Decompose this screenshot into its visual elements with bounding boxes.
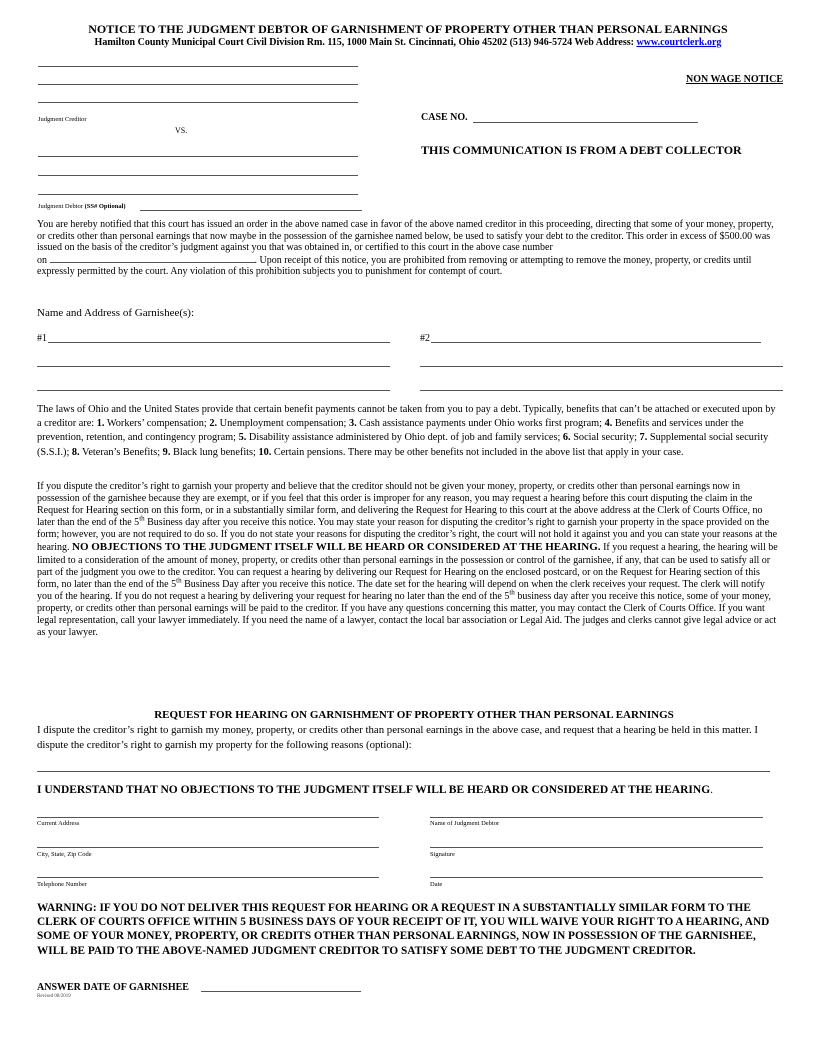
case-number-field[interactable]: [473, 122, 698, 123]
court-address-text: Hamilton County Municipal Court Civil Division Rm. 115, 1000 Main St. Cincinnati, Ohio 45202 (513) 946-5724 Web Address:: [94, 37, 634, 48]
page-title: NOTICE TO THE JUDGMENT DEBTOR OF GARNISHMENT OF PROPERTY OTHER THAN PERSONAL EARNINGS: [88, 22, 728, 36]
garnishee-label: Name and Address of Garnishee(s):: [37, 307, 195, 319]
dispute-text-b: Business day after you receive this notice. You may state your reason for disputing the creditor’s right to garnish your property in the space provided on the form; however, you are not required to do so. If you do not state your reasons for disputing the creditor’s right, the court will not hold it against you and you can state your reasons at the hearing.: [37, 517, 778, 554]
creditor-line-3[interactable]: [38, 102, 358, 103]
judgment-debtor-label: [38, 203, 126, 210]
web-address-link[interactable]: www.courtclerk.org: [636, 37, 722, 48]
answer-date-label: ANSWER DATE OF GARNISHEE: [37, 982, 189, 993]
dispute-text-e: business day after you receive this notice, some of your money, property, or credits other than personal earnings will be paid to the creditor. If you have any questions concerning this matter, you may contact the Clerk of Courts Office. If you want legal representation, call your lawyer immediately. If you need the name of a lawyer, contact the local bar association or Legal Aid. The judges and clerks cannot give legal advice or act as your lawyer.: [37, 590, 777, 639]
dispute-text-a: If you dispute the creditor’s right to garnish your property and believe that the creditor should not be given your money, property, or credits other than personal earnings now in possession of the garnishee because they are exempt, or if you feel that this order is improper for any reason, you may request a hearing before this court disputing the claim in the Request for Hearing section on this form, or in a substantially similar form, and delivering the Request for Hearing to this court at the above address at the Clerk of Courts Office, no later than the end of the 5: [37, 481, 763, 529]
benefit-number-2: 2.: [209, 418, 218, 430]
notice-text-b: . Upon receipt of this notice, you are prohibited from removing or attempting to remove the money, property, or credits until expressly permitted by the court. Any violation of this prohibition subjects you to punishment for contempt of court.: [37, 254, 752, 278]
benefits-intro: The laws of Ohio and the United States provide that certain benefit payments cannot be taken from you to pay a debt. Typically, benefits that can’t be attached or executed upon by a creditor are:: [37, 404, 776, 430]
signature-label: Signature: [430, 851, 455, 858]
case-number-label: CASE NO.: [421, 112, 468, 123]
benefit-1: Workers’ compensation;: [104, 418, 210, 430]
ordinal-th-1: th: [139, 514, 145, 523]
notice-paragraph: [37, 219, 782, 278]
garnishee-2-address-line-1[interactable]: [420, 366, 783, 367]
benefit-9: Black lung benefits;: [170, 446, 259, 458]
city-state-zip-label: City, State, Zip Code: [37, 851, 92, 858]
dispute-text-c: If you request a hearing, the hearing will be limited to a consideration of the amount of money, property, or credits other than personal earnings in the possession or control of the garnishee, if any, that can be used to satisfy all or part of the judgment you owe to the creditor. You can request a hearing by delivering our Request for Hearing on the enclosed postcard, or on the Request for Hearing section of this form, no later than the end of the 5: [37, 542, 778, 590]
benefit-10: Certain pensions. There may be other benefits not included in the above list that apply in your case.: [271, 446, 684, 458]
judgment-creditor-label: Judgment Creditor: [38, 116, 87, 123]
debtor-name-label: Name of Judgment Debtor: [430, 820, 500, 827]
debtor-name-field[interactable]: [430, 817, 763, 818]
non-wage-notice: NON WAGE NOTICE: [686, 74, 784, 85]
notice-on-label: on: [37, 254, 47, 266]
ordinal-th-3: th: [509, 588, 515, 597]
benefit-number-7: 7.: [639, 432, 648, 444]
current-address-label: Current Address: [37, 820, 80, 827]
benefit-7: Supplemental social security (S.S.I.);: [37, 432, 769, 458]
ordinal-th-2: th: [176, 576, 182, 585]
city-state-zip-field[interactable]: [37, 847, 379, 848]
date-label: Date: [430, 881, 443, 888]
request-title: REQUEST FOR HEARING ON GARNISHMENT OF PROPERTY OTHER THAN PERSONAL EARNINGS: [154, 709, 674, 721]
dispute-no-objections: NO OBJECTIONS TO THE JUDGMENT ITSELF WILL BE HEARD OR CONSIDERED AT THE HEARING.: [72, 541, 601, 554]
benefit-number-4: 4.: [604, 418, 613, 430]
benefit-number-9: 9.: [162, 446, 171, 458]
debtor-line-1[interactable]: [38, 156, 358, 157]
versus-label: VS.: [175, 126, 188, 135]
benefit-6: Social security;: [570, 432, 640, 444]
benefit-number-10: 10.: [258, 446, 272, 458]
garnishee-1-address-line-1[interactable]: [37, 366, 390, 367]
creditor-line-2[interactable]: [38, 84, 358, 85]
benefit-2: Unemployment compensation;: [217, 418, 349, 430]
benefit-8: Veteran’s Benefits;: [79, 446, 163, 458]
benefit-number-6: 6.: [562, 432, 571, 444]
debtor-line-3[interactable]: [38, 194, 358, 195]
ss-optional-label: (SS# Optional): [84, 203, 126, 210]
benefit-number-8: 8.: [71, 446, 80, 458]
notice-text-a: You are hereby notified that this court has issued an order in the above named case in favor of the above named creditor in this proceeding, directing that some of your money, property, or credits other than personal earnings that now maybe in the possession of the garnishee named below, be used to satisfy your debt to the creditor. This order in excess of $500.00 was issued on the basis of the creditor’s judgment against you that was obtained in, or certified to this court in the above case number: [37, 219, 774, 254]
understand-text: I UNDERSTAND THAT NO OBJECTIONS TO THE JUDGMENT ITSELF WILL BE HEARD OR CONSIDERED AT THE HEARING: [37, 784, 711, 796]
telephone-label: Telephone Number: [37, 881, 87, 888]
debtor-line-2[interactable]: [38, 175, 358, 176]
garnishee-2-address-line-2[interactable]: [420, 390, 783, 391]
dispute-text-d: Business Day after you receive this notice. The date set for the hearing will depend on when the clerk receives your request. The clerk will notify you of the hearing. If you do not request a hearing by delivering your request for hearing no later than the end of the 5: [37, 578, 765, 602]
dispute-paragraph: [37, 481, 782, 639]
reasons-field[interactable]: [37, 771, 770, 772]
garnishee-1-name-field[interactable]: [48, 342, 390, 343]
benefit-5: Disability assistance administered by Ohio dept. of job and family services;: [246, 432, 563, 444]
garnishee-1-label: #1: [37, 333, 47, 344]
benefit-number-5: 5.: [238, 432, 247, 444]
signature-field[interactable]: [430, 847, 763, 848]
benefit-3: Cash assistance payments under Ohio works first program;: [356, 418, 605, 430]
judgment-debtor-text: Judgment Debtor: [38, 203, 83, 210]
benefit-number-1: 1.: [96, 418, 105, 430]
creditor-line-1[interactable]: [38, 66, 358, 67]
benefits-paragraph: [37, 403, 782, 460]
debt-collector-notice: THIS COMMUNICATION IS FROM A DEBT COLLECTOR: [421, 143, 742, 157]
garnishee-2-label: #2: [420, 333, 430, 344]
benefit-4: Benefits and services under the prevention, retention, and contingency program;: [37, 418, 744, 444]
benefit-number-3: 3.: [348, 418, 357, 430]
request-text: I dispute the creditor’s right to garnish my money, property, or credits other than personal earnings in the above case, and request that a hearing be held in this matter. I dispute the creditor’s right to garnish my property for the following reasons (optional):: [37, 724, 758, 751]
date-field[interactable]: [430, 877, 763, 878]
revised-date: Revised 08/2019: [37, 994, 71, 999]
current-address-field[interactable]: [37, 817, 379, 818]
answer-date-field[interactable]: [201, 991, 361, 992]
court-address: [0, 37, 816, 48]
telephone-field[interactable]: [37, 877, 379, 878]
understand-statement: [37, 784, 713, 796]
understand-period: .: [710, 784, 714, 796]
garnishee-1-address-line-2[interactable]: [37, 390, 390, 391]
garnishee-2-name-field[interactable]: [431, 342, 761, 343]
judgment-date-field[interactable]: [50, 254, 255, 263]
ssn-line[interactable]: [140, 210, 362, 211]
warning-text: WARNING: IF YOU DO NOT DELIVER THIS REQUEST FOR HEARING OR A REQUEST IN A SUBSTANTIALLY SIMILAR FORM TO THE CLERK OF COURTS OFFICE WITHIN 5 BUSINESS DAYS OF YOUR RECEIPT OF IT, YOU WILL WAIVE YOUR RIGHT TO A HEARING, AND SOME OF YOUR MONEY, PROPERTY, OR CREDITS OTHER THAN PERSONAL EARNINGS, NOW IN POSSESSION OF THE GARNISHEE, WILL BE PAID TO THE ABOVE-NAMED JUDGMENT CREDITOR TO SATISFY SOME DEBT TO THE JUDGMENT CREDITOR.: [37, 902, 770, 957]
